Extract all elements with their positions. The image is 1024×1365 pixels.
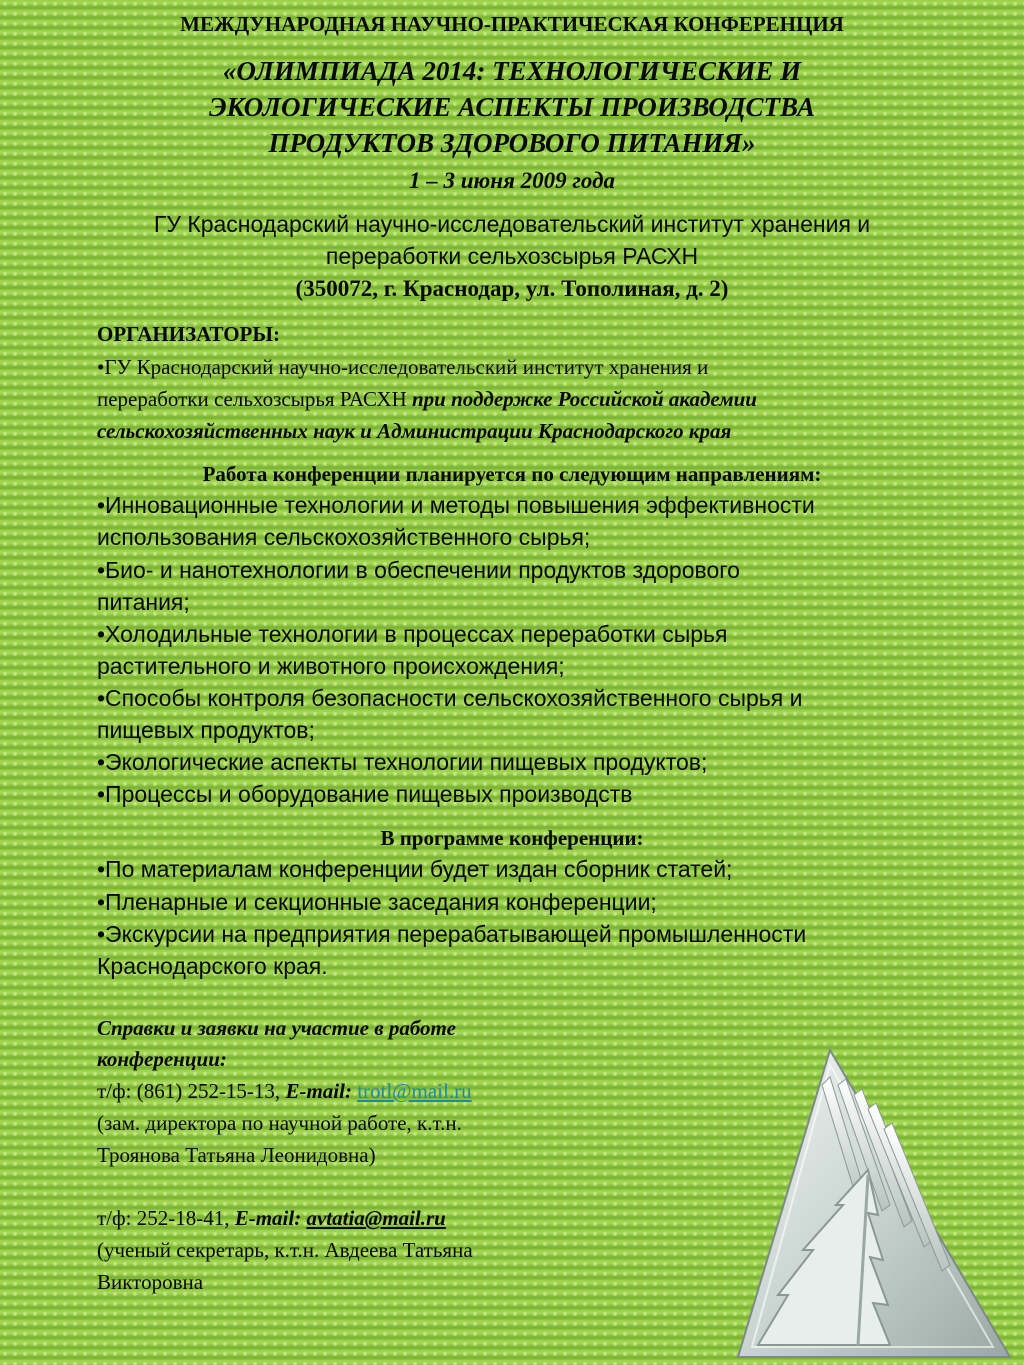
program-heading: В программе конференции: (380, 826, 644, 850)
contact2-phone: т/ф: 252-18-41, (97, 1206, 235, 1230)
organizers-line-2-plain: переработки сельхозсырья РАСХН (97, 387, 412, 411)
contact1-email-label: E-mail: (285, 1079, 358, 1103)
contact1-note-line-2: Троянова Татьяна Леонидовна) (97, 1143, 376, 1167)
conference-title-line-2: ЭКОЛОГИЧЕСКИЕ АСПЕКТЫ ПРОИЗВОДСТВА (208, 92, 816, 122)
directions-heading: Работа конференции планируется по следующим направлениям: (202, 462, 822, 486)
institute-line-1: ГУ Краснодарский научно-исследовательский институт хранения и (153, 211, 871, 237)
direction-line-10: •Процессы и оборудование пищевых производств (97, 781, 633, 807)
direction-line-1: •Инновационные технологии и методы повышения эффективности (97, 492, 815, 518)
direction-line-2: использования сельскохозяйственного сырья; (97, 524, 591, 550)
conference-dates: 1 – 3 июня 2009 года (408, 168, 616, 193)
conference-type: МЕЖДУНАРОДНАЯ НАУЧНО-ПРАКТИЧЕСКАЯ КОНФЕРЕНЦИЯ (180, 12, 844, 36)
contact2-note-line-2: Викторовна (97, 1270, 204, 1294)
organizers-line-2-italic: при поддержке Российской академии (412, 387, 757, 411)
organizers-line-3: сельскохозяйственных наук и Администрации Краснодарского края (97, 419, 732, 443)
program-line-4: Краснодарского края. (97, 953, 328, 979)
direction-line-4: питания; (97, 589, 190, 615)
direction-line-7: •Способы контроля безопасности сельскохозяйственного сырья и (97, 685, 803, 711)
program-line-2: •Пленарные и секционные заседания конференции; (97, 889, 657, 915)
institute-address: (350072, г. Краснодар, ул. Тополиная, д. 2) (295, 276, 729, 301)
direction-line-8: пищевых продуктов; (97, 717, 315, 743)
conference-title-line-1: «ОЛИМПИАДА 2014: ТЕХНОЛОГИЧЕСКИЕ И (222, 56, 802, 86)
organizers-line-2 (97, 387, 757, 412)
direction-line-9: •Экологические аспекты технологии пищевых продуктов; (97, 749, 708, 775)
institute-line-2: переработки сельхозсырья РАСХН (325, 243, 699, 269)
direction-line-3: •Био- и нанотехнологии в обеспечении продуктов здорового (97, 557, 740, 583)
contact1-line (97, 1079, 472, 1104)
direction-line-5: •Холодильные технологии в процессах переработки сырья (97, 621, 728, 647)
institute-logo-icon (718, 1045, 1018, 1360)
contact1-phone: т/ф: (861) 252-15-13, (97, 1079, 286, 1103)
direction-line-6: растительного и животного происхождения; (97, 653, 565, 679)
organizers-line-1: •ГУ Краснодарский научно-исследовательский институт хранения и (97, 355, 709, 379)
contact2-email-link[interactable]: avtatia@mail.ru (306, 1206, 446, 1230)
conference-title-line-3: ПРОДУКТОВ ЗДОРОВОГО ПИТАНИЯ» (268, 128, 756, 158)
contact1-email-link[interactable]: trotl@mail.ru (357, 1079, 472, 1103)
contact2-email-label: E-mail: (234, 1206, 307, 1230)
contact2-line (97, 1206, 446, 1231)
program-line-3: •Экскурсии на предприятия перерабатывающей промышленности (97, 921, 807, 947)
contact2-note-line-1: (ученый секретарь, к.т.н. Авдеева Татьяна (97, 1238, 473, 1262)
program-line-1: •По материалам конференции будет издан сборник статей; (97, 856, 733, 882)
contact1-note-line-1: (зам. директора по научной работе, к.т.н. (97, 1111, 462, 1135)
contacts-heading-line-1: Справки и заявки на участие в работе (97, 1016, 456, 1040)
organizers-heading: ОРГАНИЗАТОРЫ: (97, 322, 280, 346)
contacts-heading-line-2: конференции: (97, 1047, 227, 1071)
